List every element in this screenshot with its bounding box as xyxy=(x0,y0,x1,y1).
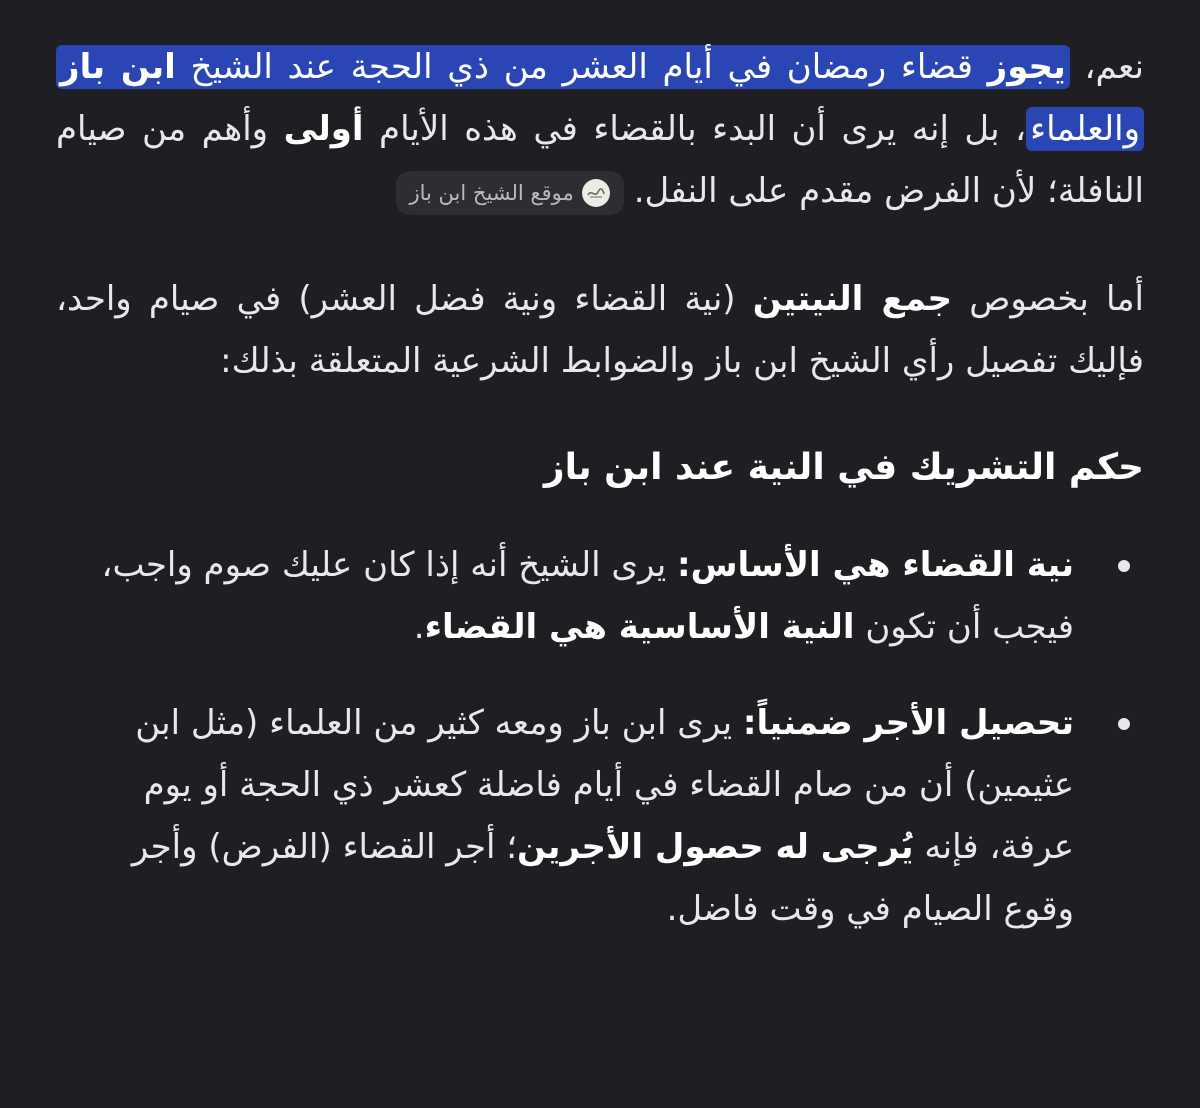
paragraph-2-bold: جمع النيتين xyxy=(752,279,953,319)
bullet-title: نية القضاء هي الأساس: xyxy=(677,545,1074,585)
bullet-text-1: يرى الشيخ أنه إذا كان عليك صوم واجب، فيجب أن تكون xyxy=(101,545,1074,647)
bullet-title: تحصيل الأجر ضمنياً: xyxy=(742,703,1074,743)
answer-text-3: ، بل إنه يرى أن البدء بالقضاء في هذه الأيام xyxy=(363,109,1027,149)
highlight-bold-word: يجوز xyxy=(987,47,1066,87)
answer-bold-3: أولى xyxy=(283,109,364,149)
binbaz-site-logo-icon xyxy=(582,179,610,207)
paragraph-2-text-1: أما بخصوص xyxy=(952,279,1144,319)
bullet-dot-icon xyxy=(1118,560,1130,572)
list-item xyxy=(56,534,1074,658)
bullet-bold-2: يُرجى له حصول الأجرين xyxy=(517,827,914,867)
answer-prefix: نعم، xyxy=(1069,47,1144,87)
bullet-text-1: يرى ابن باز ومعه كثير من العلماء (مثل ابن عثيمين) أن من صام القضاء في أيام فاضلة كعشر ذي الحجة أو يوم عرفة، فإنه xyxy=(135,703,1074,867)
bullet-bold-2: النية الأساسية هي القضاء xyxy=(424,607,855,647)
highlight-text-1: قضاء رمضان في أيام العشر من ذي الحجة عند الشيخ xyxy=(175,47,988,87)
bullet-list xyxy=(56,534,1144,940)
highlight-text-2: والعلماء xyxy=(1030,109,1140,149)
bullet-dot-icon xyxy=(1118,718,1130,730)
section-heading: حكم التشريك في النية عند ابن باز xyxy=(543,447,1144,488)
answer-paragraph-1 xyxy=(56,36,1144,222)
list-item xyxy=(56,692,1074,940)
bullet-text-2: ؛ أجر القضاء (الفرض) وأجر وقوع الصيام في وقت فاضل. xyxy=(131,827,1074,929)
source-chip-label: موقع الشيخ ابن باز xyxy=(409,180,574,205)
paragraph-2-text-2: (نية القضاء ونية فضل العشر) في صيام واحد، فإليك تفصيل رأي الشيخ ابن باز والضوابط الشرعية المتعلقة بذلك: xyxy=(56,279,1144,381)
source-citation-chip[interactable] xyxy=(396,171,624,215)
answer-paragraph-2 xyxy=(56,268,1144,392)
answer-text-4: وأهم من صيام النافلة؛ لأن الفرض مقدم على النفل. xyxy=(56,109,1144,211)
highlight-bold-name: ابن باز xyxy=(60,47,176,87)
bullet-text-2: . xyxy=(413,607,425,647)
